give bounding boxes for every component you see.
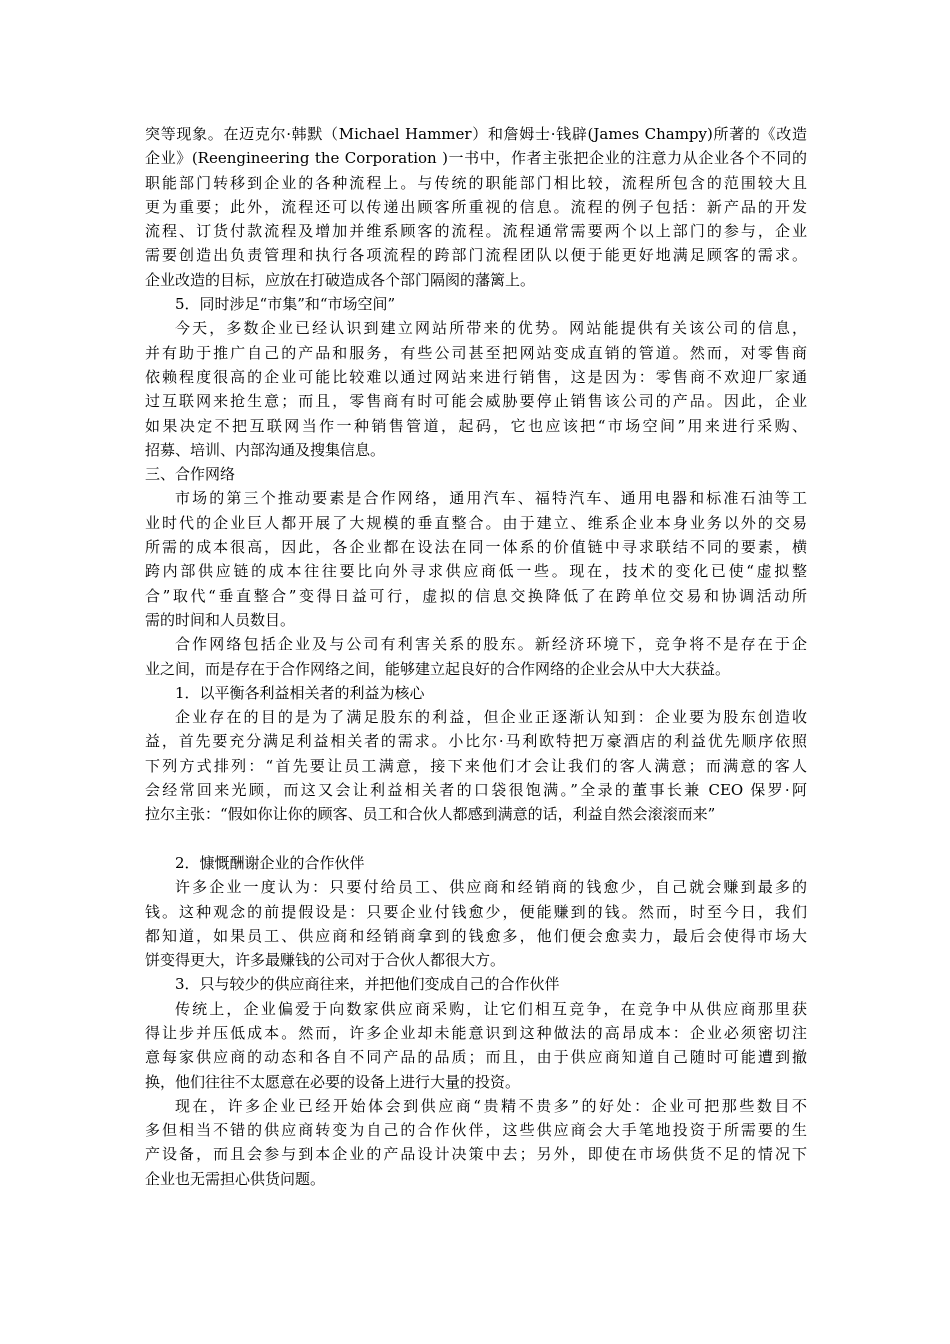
section-heading: [145, 292, 807, 316]
text-line: 企业改造的目标，应放在打破造成各个部门隔阂的藩篱上。: [145, 270, 536, 289]
text-line: 钱。这种观念的前提假设是：只要企业付钱愈少，便能赚到的钱。然而，时至今日，我们: [145, 902, 807, 921]
text-line: 饼变得更大，许多最赚钱的公司对于合伙人都很大方。: [145, 951, 506, 970]
text-line: 益，首先要充分满足利益相关者的需求。小比尔·马利欧特把万豪酒店的利益优先顺序依照: [145, 732, 807, 751]
text-line: 会经常回来光顾，而这又会让利益相关者的口袋很饱满。”全录的董事长兼 CEO 保罗·阿: [145, 781, 807, 800]
heading-text: 2．慷慨酬谢企业的合作伙伴: [175, 853, 365, 872]
text-line: 企业也无需担心供货问题。: [145, 1169, 326, 1188]
paragraph: [145, 875, 807, 972]
text-line: 都知道，如果员工、供应商和经销商拿到的钱愈多，他们便会愈卖力，最后会使得市场大: [145, 926, 807, 945]
text-line: 业之间，而是存在于合作网络之间，能够建立起良好的合作网络的企业会从中大大获益。: [145, 659, 731, 678]
text-line: 下列方式排列：“首先要让员工满意，接下来他们才会让我们的客人满意；而满意的客人: [145, 756, 807, 775]
heading-text: 1．以平衡各利益相关者的利益为核心: [175, 683, 425, 702]
text-line: 企业》(Reengineering the Corporation )一书中，作者主张把企业的注意力从企业各个不同的: [145, 149, 807, 168]
text-line: 跨内部供应链的成本往往要比向外寻求供应商低一些。现在，技术的变化已使“虚拟整: [145, 562, 807, 581]
text-line: 并有助于推广自己的产品和服务，有些公司甚至把网站变成直销的管道。然而，对零售商: [145, 343, 807, 362]
text-line: 更为重要；此外，流程还可以传递出顾客所重视的信息。流程的例子包括：新产品的开发: [145, 197, 807, 216]
section-heading: [145, 851, 807, 875]
text-line: 现在，许多企业已经开始体会到供应商“贵精不贵多”的好处：企业可把那些数目不: [175, 1096, 807, 1115]
text-line: 多但相当不错的供应商转变为自己的合作伙伴，这些供应商会大手笔地投资于所需要的生: [145, 1121, 807, 1140]
text-line: 流程、订货付款流程及增加并维系顾客的流程。流程通常需要两个以上部门的参与，企业: [145, 222, 807, 241]
paragraph: [145, 705, 807, 826]
heading-text: 5．同时涉足“市集”和“市场空间”: [175, 295, 396, 314]
section-heading: [145, 681, 807, 705]
text-line: 今天，多数企业已经认识到建立网站所带来的优势。网站能提供有关该公司的信息，: [175, 319, 807, 338]
paragraph: [145, 997, 807, 1094]
text-line: 合作网络包括企业及与公司有利害关系的股东。新经济环境下，竞争将不是存在于企: [175, 635, 807, 654]
section-heading: [145, 462, 807, 486]
text-line: 许多企业一度认为：只要付给员工、供应商和经销商的钱愈少，自己就会赚到最多的: [175, 878, 807, 897]
heading-text: 三、合作网络: [145, 465, 236, 484]
text-line: 传统上，企业偏爱于向数家供应商采购，让它们相互竞争，在竞争中从供应商那里获: [175, 999, 807, 1018]
text-line: 换，他们往往不太愿意在必要的设备上进行大量的投资。: [145, 1072, 521, 1091]
text-line: 市场的第三个推动要素是合作网络，通用汽车、福特汽车、通用电器和标准石油等工: [175, 489, 807, 508]
text-line: 过互联网来抢生意；而且，零售商有时可能会威胁要停止销售该公司的产品。因此，企业: [145, 392, 807, 411]
text-line: 得让步并压低成本。然而，许多企业却未能意识到这种做法的高昂成本：企业必须密切注: [145, 1023, 807, 1042]
text-line: 职能部门转移到企业的各种流程上。与传统的职能部门相比较，流程所包含的范围较大且: [145, 173, 807, 192]
heading-text: 3．只与较少的供应商往来，并把他们变成自己的合作伙伴: [175, 975, 560, 994]
text-line: 合”取代“垂直整合”变得日益可行，虚拟的信息交换降低了在跨单位交易和协调活动所: [145, 586, 807, 605]
paragraph: [145, 1094, 807, 1191]
text-line: 业时代的企业巨人都开展了大规模的垂直整合。由于建立、维系企业本身业务以外的交易: [145, 513, 807, 532]
blank-line: [145, 827, 807, 851]
text-line: 突等现象。在迈克尔·韩默（Michael Hammer）和詹姆士·钱辟(James Champy)所著的《改造: [145, 125, 807, 143]
text-line: 招募、培训、内部沟通及搜集信息。: [145, 440, 386, 459]
text-line: 如果决定不把互联网当作一种销售管道，起码，它也应该把“市场空间”用来进行采购、: [145, 416, 807, 435]
text-line: 所需的成本很高，因此，各企业都在设法在同一体系的价值链中寻求联结不同的要素，横: [145, 538, 807, 557]
document-body: [145, 122, 807, 1191]
text-line: 企业存在的目的是为了满足股东的利益，但企业正逐渐认知到：企业要为股东创造收: [175, 708, 807, 727]
paragraph: [145, 316, 807, 462]
section-heading: [145, 972, 807, 996]
text-line: 产设备，而且会参与到本企业的产品设计决策中去；另外，即使在市场供货不足的情况下: [145, 1145, 807, 1164]
paragraph: [145, 122, 807, 292]
paragraph: [145, 486, 807, 632]
text-line: 依赖程度很高的企业可能比较难以通过网站来进行销售，这是因为：零售商不欢迎厂家通: [145, 367, 807, 386]
paragraph: [145, 632, 807, 681]
text-line: 意每家供应商的动态和各自不同产品的品质；而且，由于供应商知道自己随时可能遭到撤: [145, 1048, 807, 1067]
text-line: 拉尔主张：“假如你让你的顾客、员工和合伙人都感到满意的话，利益自然会滚滚而来”: [145, 805, 716, 824]
text-line: 需的时间和人员数目。: [145, 610, 296, 629]
text-line: 需要创造出负责管理和执行各项流程的跨部门流程团队以便于能更好地满足顾客的需求。: [145, 246, 807, 265]
